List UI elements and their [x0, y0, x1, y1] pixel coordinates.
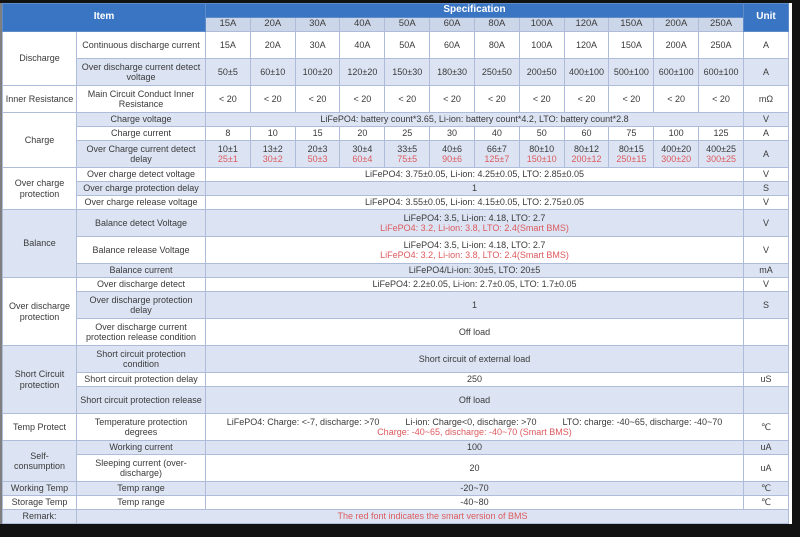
value-cell: < 20: [206, 86, 251, 113]
header-row: [3, 4, 789, 18]
row-label: Temp range: [77, 496, 206, 510]
table-row: [3, 346, 789, 373]
value-cell: 10: [250, 127, 295, 141]
specification-header: Specification: [206, 4, 744, 18]
row-label: Short circuit protection delay: [77, 373, 206, 387]
group-cell: Self-consumption: [3, 441, 77, 482]
temp-segment: LiFePO4: Charge: <-7, discharge: >70: [226, 416, 380, 427]
value-cell: < 20: [295, 86, 340, 113]
value-cell: 15: [295, 127, 340, 141]
group-cell: Inner Resistance: [3, 86, 77, 113]
value-red: LiFePO4: 3.2, Li-ion: 3.8, LTO: 2.4(Smart BMS): [380, 250, 569, 260]
value-cell-merged: [206, 373, 744, 387]
unit-cell: uS: [744, 373, 789, 387]
unit-cell: V: [744, 196, 789, 210]
row-label: Short circuit protection release: [77, 387, 206, 414]
value-black: -40~80: [460, 497, 489, 508]
value-cell: 150±30: [385, 59, 430, 86]
value-black: 80±15: [618, 143, 644, 154]
value-cell-merged: [206, 482, 744, 496]
value-cell: < 20: [519, 86, 564, 113]
value-red: 250±15: [616, 154, 647, 164]
value-cell: 25: [385, 127, 430, 141]
value-cell: 150A: [609, 32, 654, 59]
value-cell: 180±30: [430, 59, 475, 86]
row-label: Short circuit protection condition: [77, 346, 206, 373]
value-black: 30±4: [352, 143, 373, 154]
value-cell-merged: [206, 168, 744, 182]
value-cell: [609, 141, 654, 168]
value-black: 13±2: [262, 143, 283, 154]
value-cell: 30: [430, 127, 475, 141]
group-cell: Over discharge protection: [3, 278, 77, 346]
remark-text: The red font indicates the smart version of BMS: [77, 510, 789, 524]
value-black: -20~70: [460, 483, 489, 494]
value-black: LiFePO4: 3.55±0.05, Li-ion: 4.15±0.05, LTO: 2.75±0.05: [364, 197, 585, 208]
value-cell: < 20: [340, 86, 385, 113]
value-red: 60±4: [352, 154, 373, 164]
column-header: 250A: [699, 18, 744, 32]
value-cell: 20: [340, 127, 385, 141]
value-cell-merged: [206, 346, 744, 373]
table-row: [3, 414, 789, 441]
value-cell: 200±50: [519, 59, 564, 86]
row-label: Over charge release voltage: [77, 196, 206, 210]
value-black: LiFePO4: 3.5, Li-ion: 4.18, LTO: 2.7: [403, 239, 546, 250]
value-cell: < 20: [699, 86, 744, 113]
table-row: [3, 482, 789, 496]
value-cell-merged: [206, 210, 744, 237]
remark-label: Remark:: [3, 510, 77, 524]
value-cell: 60±10: [250, 59, 295, 86]
group-cell: Balance: [3, 210, 77, 278]
unit-cell: A: [744, 32, 789, 59]
value-cell: < 20: [250, 86, 295, 113]
group-cell: Working Temp: [3, 482, 77, 496]
value-cell-merged: [206, 319, 744, 346]
unit-cell: A: [744, 59, 789, 86]
value-cell: 100: [654, 127, 699, 141]
value-red: 90±6: [442, 154, 463, 164]
value-black: LiFePO4: 2.2±0.05, Li-ion: 2.7±0.05, LTO: 1.7±0.05: [372, 279, 577, 290]
remark-row: [3, 510, 789, 524]
value-cell-merged: [206, 113, 744, 127]
row-label: Over Charge current detect delay: [77, 141, 206, 168]
value-cell: 120A: [564, 32, 609, 59]
unit-cell: V: [744, 168, 789, 182]
group-cell: Temp Protect: [3, 414, 77, 441]
value-cell: [519, 141, 564, 168]
unit-header: Unit: [744, 4, 789, 32]
temp-segments: [207, 417, 742, 428]
column-header: 100A: [519, 18, 564, 32]
value-cell: < 20: [474, 86, 519, 113]
temp-segment: LTO: charge: -40~65, discharge: -40~70: [562, 416, 723, 427]
table-row: [3, 292, 789, 319]
value-black: 400±25: [706, 143, 737, 154]
value-cell: 75: [609, 127, 654, 141]
value-black: 33±5: [397, 143, 418, 154]
value-red: 25±1: [217, 154, 238, 164]
value-red: 125±7: [484, 154, 510, 164]
value-cell: 30A: [295, 32, 340, 59]
value-cell: 8: [206, 127, 251, 141]
column-header: 80A: [474, 18, 519, 32]
column-header: 200A: [654, 18, 699, 32]
value-black: 40±6: [442, 143, 463, 154]
column-header: 30A: [295, 18, 340, 32]
value-red: 200±12: [571, 154, 602, 164]
value-cell-merged: [206, 182, 744, 196]
column-header: 50A: [385, 18, 430, 32]
value-cell: < 20: [654, 86, 699, 113]
row-label: Working current: [77, 441, 206, 455]
unit-cell: ℃: [744, 496, 789, 510]
spec-sheet: [0, 3, 792, 524]
table-row: [3, 441, 789, 455]
value-cell-merged: [206, 278, 744, 292]
unit-cell: V: [744, 210, 789, 237]
value-black: LiFePO4: 3.75±0.05, Li-ion: 4.25±0.05, LTO: 2.85±0.05: [364, 169, 585, 180]
value-black: Off load: [458, 394, 491, 405]
unit-cell: A: [744, 141, 789, 168]
value-cell: 20A: [250, 32, 295, 59]
value-cell: 500±100: [609, 59, 654, 86]
value-black: LiFePO4/Li-ion: 30±5, LTO: 20±5: [408, 265, 541, 276]
column-header: 15A: [206, 18, 251, 32]
unit-cell: [744, 387, 789, 414]
table-row: [3, 127, 789, 141]
column-header: 120A: [564, 18, 609, 32]
group-cell: Discharge: [3, 32, 77, 86]
value-black: 400±20: [661, 143, 692, 154]
group-cell: Over charge protection: [3, 168, 77, 210]
value-red: 300±20: [661, 154, 692, 164]
value-cell: < 20: [385, 86, 430, 113]
value-cell-merged: [206, 455, 744, 482]
value-cell: < 20: [430, 86, 475, 113]
table-row: [3, 278, 789, 292]
value-cell: [699, 141, 744, 168]
value-cell: 50±5: [206, 59, 251, 86]
value-cell: 600±100: [654, 59, 699, 86]
value-black: 20±3: [307, 143, 328, 154]
value-red: 30±2: [262, 154, 283, 164]
unit-cell: uA: [744, 441, 789, 455]
value-red: 150±10: [526, 154, 557, 164]
unit-cell: A: [744, 127, 789, 141]
unit-cell: ℃: [744, 482, 789, 496]
value-black: 80±10: [529, 143, 555, 154]
value-cell-merged: [206, 292, 744, 319]
value-cell: 125: [699, 127, 744, 141]
row-label: Balance detect Voltage: [77, 210, 206, 237]
unit-cell: [744, 319, 789, 346]
value-cell: [564, 141, 609, 168]
item-header: Item: [3, 4, 206, 32]
value-cell: 50: [519, 127, 564, 141]
table-row: [3, 319, 789, 346]
value-cell: 60: [564, 127, 609, 141]
unit-cell: uA: [744, 455, 789, 482]
value-cell: 250A: [699, 32, 744, 59]
table-row: [3, 264, 789, 278]
value-cell: 600±100: [699, 59, 744, 86]
value-cell: 250±50: [474, 59, 519, 86]
value-cell: 60A: [430, 32, 475, 59]
value-cell: [206, 141, 251, 168]
value-red: LiFePO4: 3.2, Li-ion: 3.8, LTO: 2.4(Smart BMS): [380, 223, 569, 233]
unit-cell: V: [744, 237, 789, 264]
table-row: [3, 496, 789, 510]
unit-cell: [744, 346, 789, 373]
value-black: 250: [466, 374, 483, 385]
value-red: 75±5: [397, 154, 418, 164]
table-body: [3, 32, 789, 524]
value-cell: 15A: [206, 32, 251, 59]
table-row: [3, 86, 789, 113]
value-cell-merged: [206, 264, 744, 278]
row-label: Over charge detect voltage: [77, 168, 206, 182]
row-label: Over discharge current detect voltage: [77, 59, 206, 86]
value-cell: [430, 141, 475, 168]
value-black: 80±12: [574, 143, 600, 154]
value-cell-merged: [206, 414, 744, 441]
row-label: Balance current: [77, 264, 206, 278]
table-row: [3, 196, 789, 210]
table-row: [3, 141, 789, 168]
table-row: [3, 59, 789, 86]
value-red: 300±25: [706, 154, 737, 164]
row-label: Balance release Voltage: [77, 237, 206, 264]
value-cell-merged: [206, 196, 744, 210]
temp-segment: Li-ion: Charge<0, discharge: >70: [405, 416, 537, 427]
value-black: 1: [471, 299, 477, 310]
unit-cell: S: [744, 182, 789, 196]
value-cell: 400±100: [564, 59, 609, 86]
value-cell: < 20: [564, 86, 609, 113]
column-header: 60A: [430, 18, 475, 32]
column-header: 20A: [250, 18, 295, 32]
row-label: Over discharge protection delay: [77, 292, 206, 319]
unit-cell: V: [744, 113, 789, 127]
value-cell: [385, 141, 430, 168]
row-label: Charge voltage: [77, 113, 206, 127]
row-label: Temp range: [77, 482, 206, 496]
unit-cell: S: [744, 292, 789, 319]
column-header: 150A: [609, 18, 654, 32]
value-cell: < 20: [609, 86, 654, 113]
value-cell: 40: [474, 127, 519, 141]
group-cell: Charge: [3, 113, 77, 168]
column-header: 40A: [340, 18, 385, 32]
table-row: [3, 210, 789, 237]
table-row: [3, 113, 789, 127]
value-black: Short circuit of external load: [418, 353, 531, 364]
unit-cell: ℃: [744, 414, 789, 441]
value-cell: 50A: [385, 32, 430, 59]
value-black: Off load: [458, 326, 491, 337]
value-cell: 40A: [340, 32, 385, 59]
table-row: [3, 182, 789, 196]
group-cell: Storage Temp: [3, 496, 77, 510]
unit-cell: mA: [744, 264, 789, 278]
row-label: Over charge protection delay: [77, 182, 206, 196]
value-cell-merged: [206, 496, 744, 510]
unit-cell: mΩ: [744, 86, 789, 113]
table-row: [3, 455, 789, 482]
table-row: [3, 237, 789, 264]
table-row: [3, 168, 789, 182]
value-cell: 100A: [519, 32, 564, 59]
value-cell: 120±20: [340, 59, 385, 86]
row-label: Over discharge current protection release condition: [77, 319, 206, 346]
value-black: 20: [469, 462, 480, 473]
value-black: 100: [466, 442, 483, 453]
table-row: [3, 373, 789, 387]
value-cell: 100±20: [295, 59, 340, 86]
value-cell: [654, 141, 699, 168]
value-red: 50±3: [307, 154, 328, 164]
spec-table: [2, 3, 789, 524]
value-cell: 200A: [654, 32, 699, 59]
value-cell: [474, 141, 519, 168]
row-label: Charge current: [77, 127, 206, 141]
value-cell-merged: [206, 441, 744, 455]
value-black: LiFePO4: battery count*3.65, Li-ion: battery count*4.2, LTO: battery count*2.8: [320, 114, 629, 125]
unit-cell: V: [744, 278, 789, 292]
value-cell: [250, 141, 295, 168]
row-label: Temperature protection degrees: [77, 414, 206, 441]
row-label: Continuous discharge current: [77, 32, 206, 59]
row-label: Main Circuit Conduct Inner Resistance: [77, 86, 206, 113]
value-cell: [340, 141, 385, 168]
value-cell-merged: [206, 387, 744, 414]
value-black: LiFePO4: 3.5, Li-ion: 4.18, LTO: 2.7: [403, 212, 546, 223]
table-row: [3, 32, 789, 59]
value-cell: [295, 141, 340, 168]
value-cell: 80A: [474, 32, 519, 59]
table-row: [3, 387, 789, 414]
value-black: 1: [471, 183, 477, 194]
row-label: Over discharge detect: [77, 278, 206, 292]
table-header: [3, 4, 789, 32]
group-cell: Short Circuit protection: [3, 346, 77, 414]
value-black: 10±1: [217, 143, 238, 154]
value-black: 66±7: [486, 143, 507, 154]
value-red: Charge: -40~65, discharge: -40~70 (Smart BMS): [377, 427, 572, 437]
value-cell-merged: [206, 237, 744, 264]
row-label: Sleeping current (over-discharge): [77, 455, 206, 482]
